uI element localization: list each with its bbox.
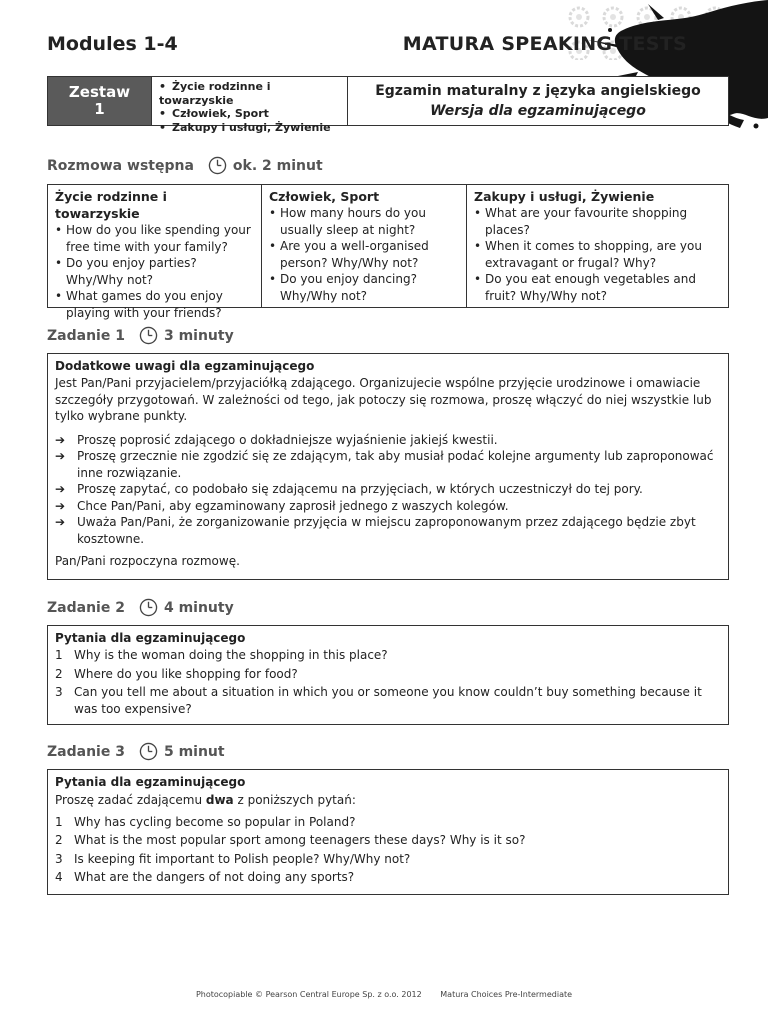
clock-icon: [208, 156, 227, 175]
conversation-column: [261, 185, 466, 307]
numbered-question: 3 Is keeping fit important to Polish people? Why/Why not?: [55, 851, 411, 866]
question-item: • What games do you enjoy playing with your friends?: [55, 288, 255, 321]
exam-title-block: [348, 77, 728, 125]
task1-closing: Pan/Pani rozpoczyna rozmowę.: [55, 554, 240, 568]
topic-list: [151, 77, 348, 134]
task2-box: [47, 625, 729, 725]
conversation-column: [48, 185, 261, 320]
section-label: Zadanie 3: [47, 743, 125, 760]
copyright-text: Photocopiable © Pearson Central Europe Sp. z o.o. 2012: [195, 990, 422, 999]
zestaw-badge: [48, 77, 151, 125]
topic-item: • Zakupy i usługi, Żywienie: [159, 121, 347, 135]
arrow-point: ➔ Chce Pan/Pani, aby egzaminowany zaprosił jednego z waszych kolegów.: [55, 498, 721, 515]
exam-info-bar: [47, 76, 729, 134]
section-time: 4 minuty: [163, 599, 234, 616]
exam-subtitle: Wersja dla egzaminującego: [430, 103, 646, 119]
box-heading: Dodatkowe uwagi dla egzaminującego: [55, 359, 315, 373]
section-label: Rozmowa wstępna: [47, 157, 194, 174]
intro-section-heading: [47, 156, 323, 175]
clock-icon: [139, 326, 158, 345]
question-item: • How do you like spending your free time with your family?: [55, 222, 255, 255]
numbered-question: 3 Can you tell me about a situation in which you or someone you know couldn’t buy something because it was too expensive?: [55, 685, 702, 716]
box-heading: Pytania dla egzaminującego: [55, 631, 246, 645]
question-item: • Do you eat enough vegetables and fruit? Why/Why not?: [474, 271, 722, 304]
question-item: • How many hours do you usually sleep at night?: [269, 205, 460, 238]
question-item: • When it comes to shopping, are you extravagant or frugal? Why?: [474, 238, 722, 271]
task3-intro: Proszę zadać zdającemu dwa z poniższych pytań:: [55, 793, 356, 807]
numbered-question: 4 What are the dangers of not doing any sports?: [55, 870, 355, 884]
box-heading: Pytania dla egzaminującego: [55, 775, 246, 789]
task1-points: [55, 432, 721, 548]
numbered-question: 2 What is the most popular sport among teenagers these days? Why is it so?: [55, 833, 526, 847]
task2-questions: [55, 647, 721, 717]
topic-item: • Życie rodzinne i towarzyskie: [159, 80, 347, 107]
conversation-column: [466, 185, 728, 307]
question-item: • Do you enjoy parties? Why/Why not?: [55, 255, 255, 288]
task3-questions: [55, 814, 721, 886]
zestaw-label: Zestaw: [68, 83, 131, 101]
clock-icon: [139, 598, 158, 617]
column-heading: Życie rodzinne i towarzyskie: [55, 189, 167, 221]
numbered-question: 2 Where do you like shopping for food?: [55, 666, 298, 681]
column-heading: Człowiek, Sport: [269, 189, 380, 204]
question-item: • Are you a well-organised person? Why/Why not?: [269, 238, 460, 271]
conversation-table: [47, 184, 729, 320]
task3-box: [47, 769, 729, 895]
arrow-point: ➔ Proszę zapytać, co podobało się zdającemu na przyjęciach, w których uczestniczył do tej pory.: [55, 481, 721, 498]
numbered-question: 1 Why is the woman doing the shopping in this place?: [55, 648, 388, 662]
tests-title: MATURA SPEAKING TESTS: [402, 33, 687, 55]
arrow-point: ➔ Uważa Pan/Pani, że zorganizowanie przyjęcia w miejscu zaproponowanym przez zdającego będzie zbyt kosztowne.: [55, 514, 721, 547]
page-header: [47, 33, 728, 59]
section-label: Zadanie 1: [47, 327, 125, 344]
section-label: Zadanie 2: [47, 599, 125, 616]
task3-heading: [47, 742, 225, 761]
zestaw-number: 1: [94, 100, 105, 118]
task2-heading: [47, 598, 234, 617]
task1-box: [47, 353, 729, 580]
topic-item: • Człowiek, Sport: [159, 107, 347, 121]
book-title: Matura Choices Pre-Intermediate: [440, 990, 573, 999]
page-footer: [0, 990, 768, 999]
task1-heading: [47, 326, 234, 345]
question-item: • Do you enjoy dancing? Why/Why not?: [269, 271, 460, 304]
column-heading: Zakupy i usługi, Żywienie: [474, 189, 655, 204]
arrow-point: ➔ Proszę poprosić zdającego o dokładniejsze wyjaśnienie jakiejś kwestii.: [55, 432, 721, 449]
modules-title: Modules 1-4: [47, 33, 178, 55]
numbered-question: 1 Why has cycling become so popular in Poland?: [55, 814, 356, 829]
exam-title: Egzamin maturalny z języka angielskiego: [375, 83, 701, 99]
question-item: • What are your favourite shopping places?: [474, 205, 722, 238]
section-time: 3 minuty: [163, 327, 234, 344]
section-time: 5 minut: [163, 743, 225, 760]
section-time: ok. 2 minut: [232, 157, 323, 174]
task1-intro: Jest Pan/Pani przyjacielem/przyjaciółką zdającego. Organizujecie wspólne przyjęcie urodzinowe i omawiacie szczegóły przygotowań. W zależności od tego, jak potoczy się rozmowa, proszę włączyć do niej wszystkie lub tylko wybrane punkty.: [55, 376, 712, 423]
clock-icon: [139, 742, 158, 761]
arrow-point: ➔ Proszę grzecznie nie zgodzić się ze zdającym, tak aby musiał podać kolejne argumenty lub zaproponować inne rozwiązanie.: [55, 448, 721, 481]
